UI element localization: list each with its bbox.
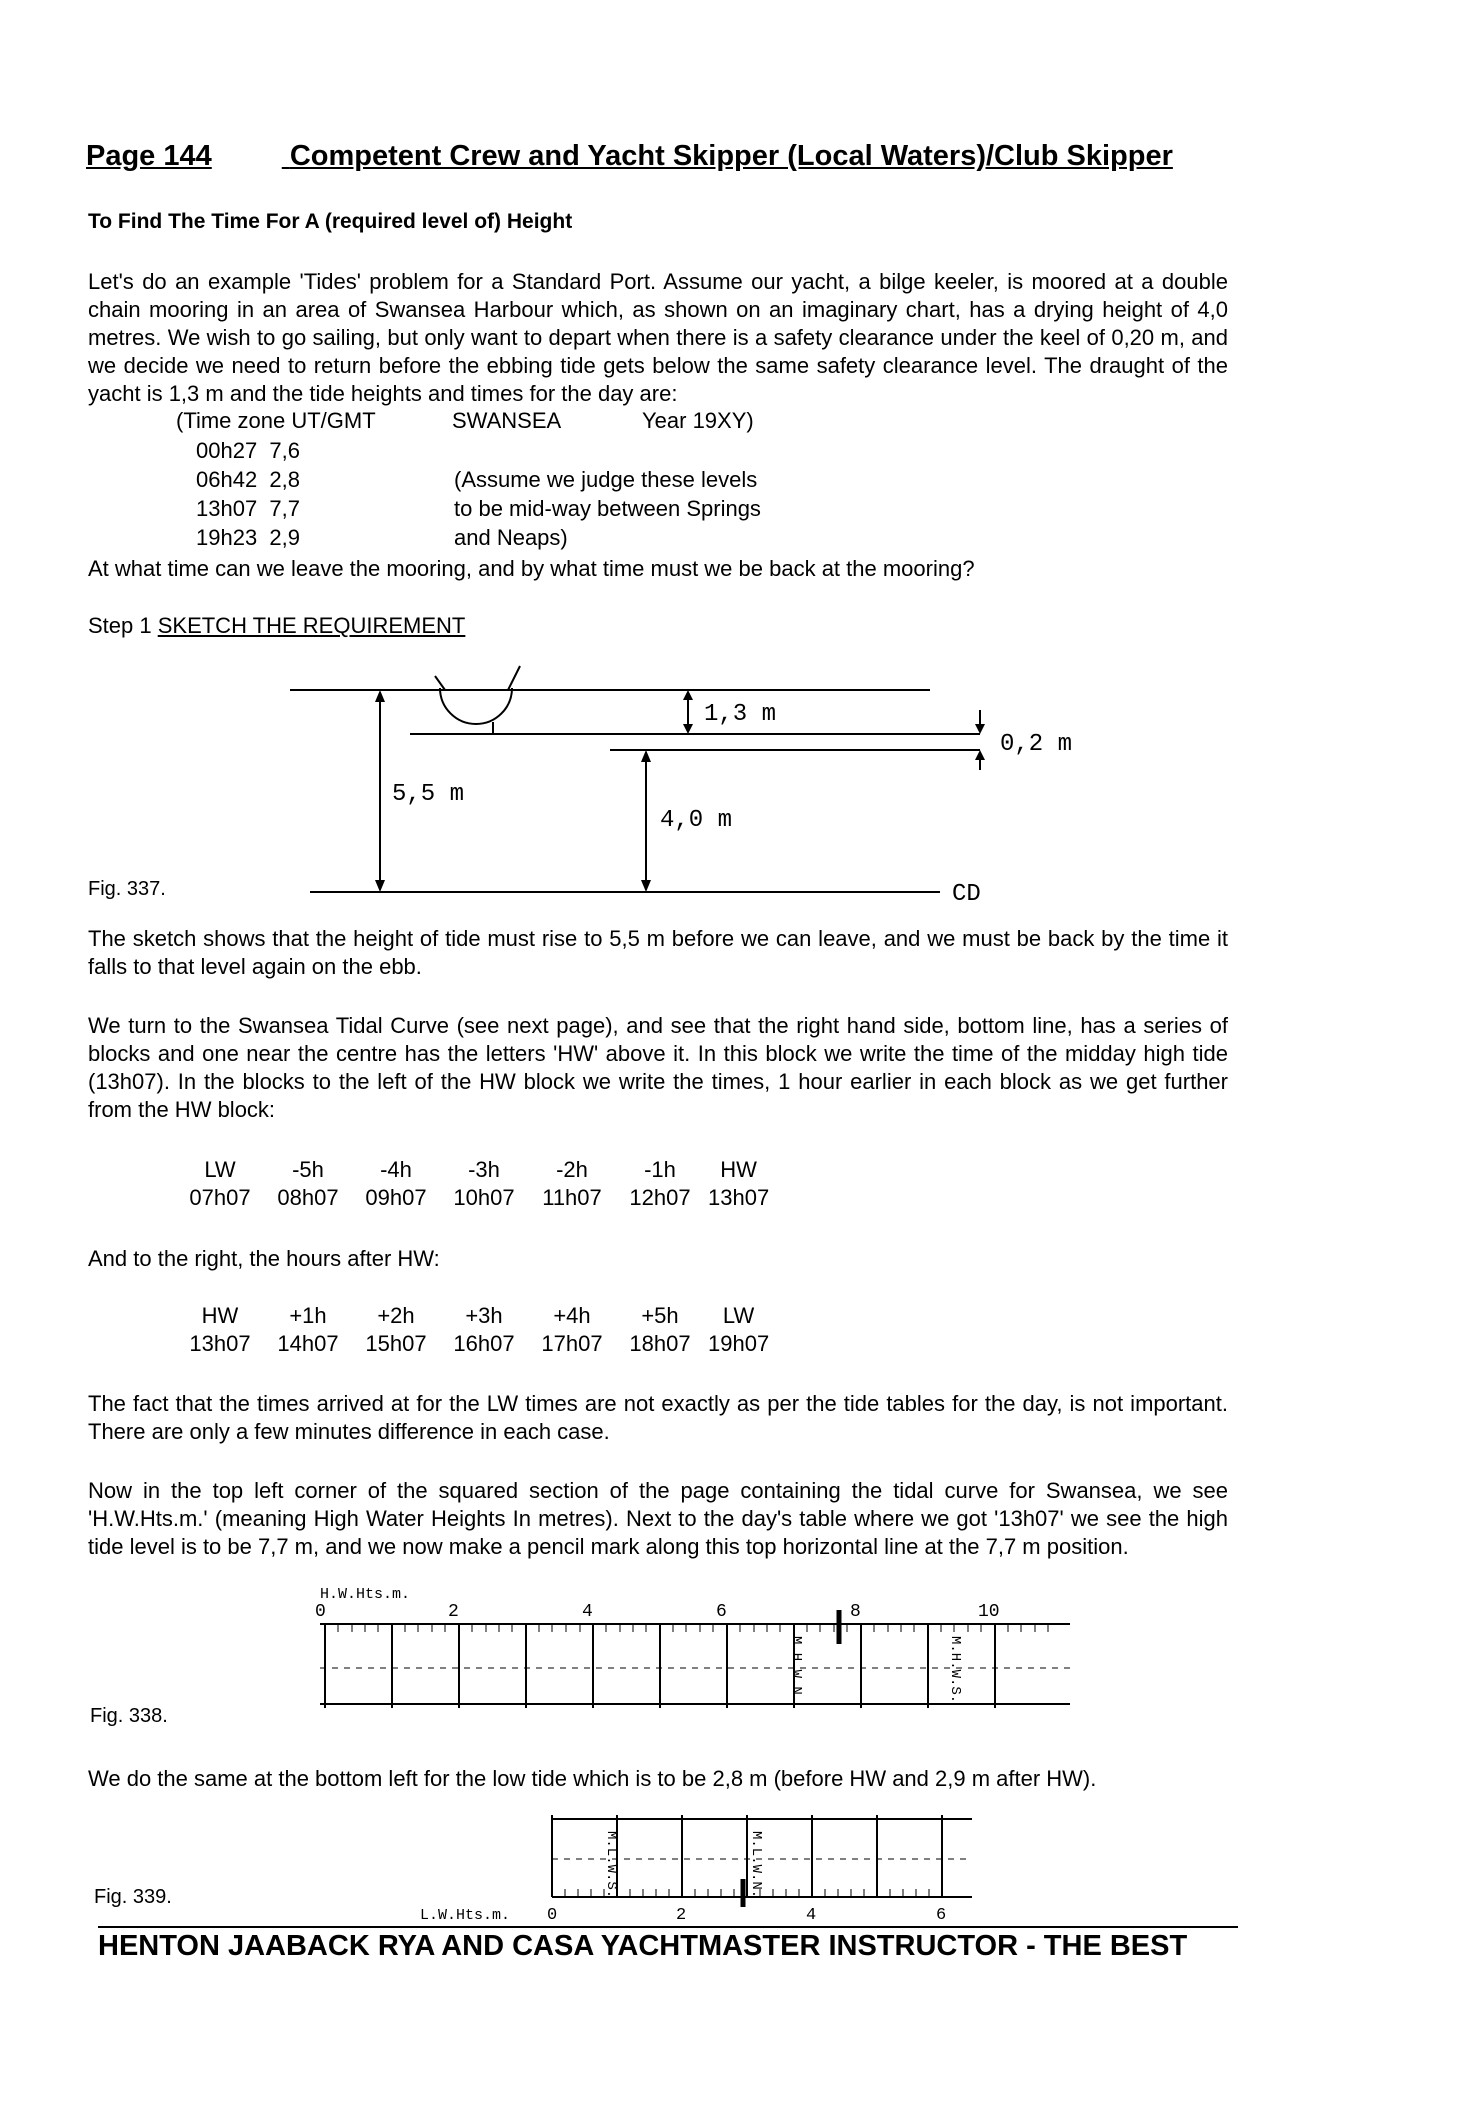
fig337-sketch (280, 660, 1180, 910)
section-title: To Find The Time For A (required level of) Height (88, 210, 573, 233)
right-paragraph: And to the right, the hours after HW: (88, 1246, 440, 1271)
tz-label: (Time zone UT/GMT (176, 408, 376, 433)
mlwn-label: M.L.W.N. (748, 1831, 764, 1899)
dim-draught-label: 1,3 m (704, 701, 777, 728)
page-number: Page 144 (86, 140, 212, 172)
svg-text:2: 2 (676, 1906, 687, 1923)
tide-note-line: (Assume we judge these levels (454, 467, 758, 492)
svg-text:6: 6 (936, 1906, 947, 1923)
question-paragraph: At what time can we leave the mooring, and by what time must we be back at the mooring? (88, 556, 975, 581)
fig339-label: Fig. 339. (94, 1886, 172, 1908)
table-row: 07h07 08h07 09h07 10h07 11h07 12h07 13h07 (189, 1185, 770, 1210)
now-paragraph: Now in the top left corner of the squared section of the page containing the tidal curve for Swansea, we see 'H.W.Hts.m.' (meaning High Water Heights In metres). Next to the day's table where we got '13h07' we see the high tide level is to be 7,7 m, and we now make a pencil mark along this top horizontal line at the 7,7 m position. (88, 1478, 1228, 1559)
lw-axis-title: L.W.Hts.m. (420, 1907, 511, 1923)
step1-heading: Step 1 SKETCH THE REQUIREMENT (88, 613, 466, 638)
curve-paragraph: We turn to the Swansea Tidal Curve (see next page), and see that the right hand side, bottom line, has a series of blocks and one near the centre has the letters 'HW' above it. In this block we write the time of the midday high tide (13h07). In the blocks to the left of the HW block we write the times, 1 hour earlier in each block as we get further from the HW block: (88, 1013, 1228, 1122)
sketch-paragraph: The sketch shows that the height of tide must rise to 5,5 m before we can leave, and we must be back by the time it falls to that level again on the ebb. (88, 926, 1228, 979)
fig337-label: Fig. 337. (88, 878, 166, 900)
tide-row: 19h23 2,9 (196, 525, 301, 550)
dim-drying-label: 4,0 m (660, 807, 733, 834)
tide-row: 13h07 7,7 (196, 496, 301, 521)
hull (440, 688, 512, 724)
fig338-hw-scale (300, 1580, 1100, 1720)
table-row: HW +1h +2h +3h +4h +5h LW (201, 1303, 755, 1328)
cd-label: CD (952, 881, 981, 908)
before-hw-table (180, 1156, 777, 1212)
svg-text:2: 2 (448, 1602, 459, 1622)
fact-paragraph: The fact that the times arrived at for the LW times are not exactly as per the tide tables for the day, is not important. There are only a few minutes difference in each case. (88, 1391, 1228, 1444)
intro-paragraph: Let's do an example 'Tides' problem for a Standard Port. Assume our yacht, a bilge keeler, is moored at a double chain mooring in an area of Swansea Harbour which, as shown on an imaginary chart, has a drying height of 4,0 metres. We wish to go sailing, but only want to depart when there is a safety clearance under the keel of 0,20 m, and we decide we need to return before the ebbing tide gets below the same safety clearance level. The draught of the yacht is 1,3 m and the tide heights and times for the day are: (88, 269, 1228, 406)
book-title: Competent Crew and Yacht Skipper (Local Waters)/Club Skipper (289, 140, 1173, 172)
tide-row: 00h27 7,6 (196, 438, 301, 463)
tide-note-line: to be mid-way between Springs (454, 496, 761, 521)
same-paragraph: We do the same at the bottom left for the low tide which is to be 2,8 m (before HW and 2,9 m after HW). (88, 1766, 1097, 1791)
svg-text:0: 0 (547, 1906, 558, 1923)
dim-clearance-label: 0,2 m (1000, 731, 1073, 758)
year-label: Year 19XY) (642, 408, 754, 433)
tide-note-line: and Neaps) (454, 525, 568, 550)
fig338-label: Fig. 338. (90, 1705, 168, 1727)
mhws-label: M.H.W.S. (947, 1636, 963, 1704)
svg-text:4: 4 (582, 1602, 593, 1622)
svg-text:10: 10 (978, 1602, 1000, 1622)
mhwn-label: M.H.W.N. (788, 1636, 804, 1704)
dim-total-label: 5,5 m (392, 781, 465, 808)
port-label: SWANSEA (452, 408, 562, 433)
page-footer: HENTON JAABACK RYA AND CASA YACHTMASTER INSTRUCTOR - THE BEST (98, 1930, 1188, 1962)
after-hw-table (180, 1302, 777, 1358)
svg-text:8: 8 (850, 1602, 861, 1622)
svg-text:0: 0 (315, 1602, 326, 1622)
svg-text:6: 6 (716, 1602, 727, 1622)
table-row: 13h07 14h07 15h07 16h07 17h07 18h07 19h07 (189, 1331, 770, 1356)
page-header (86, 140, 1243, 173)
svg-text:4: 4 (806, 1906, 817, 1923)
footer-rule (98, 1926, 1238, 1928)
tide-row: 06h42 2,8 (196, 467, 301, 492)
mlws-label: M.L.W.S. (603, 1831, 619, 1899)
hw-axis-title: H.W.Hts.m. (320, 1586, 411, 1603)
table-row: LW -5h -4h -3h -2h -1h HW (204, 1157, 757, 1182)
fig339-lw-scale (380, 1795, 1000, 1923)
